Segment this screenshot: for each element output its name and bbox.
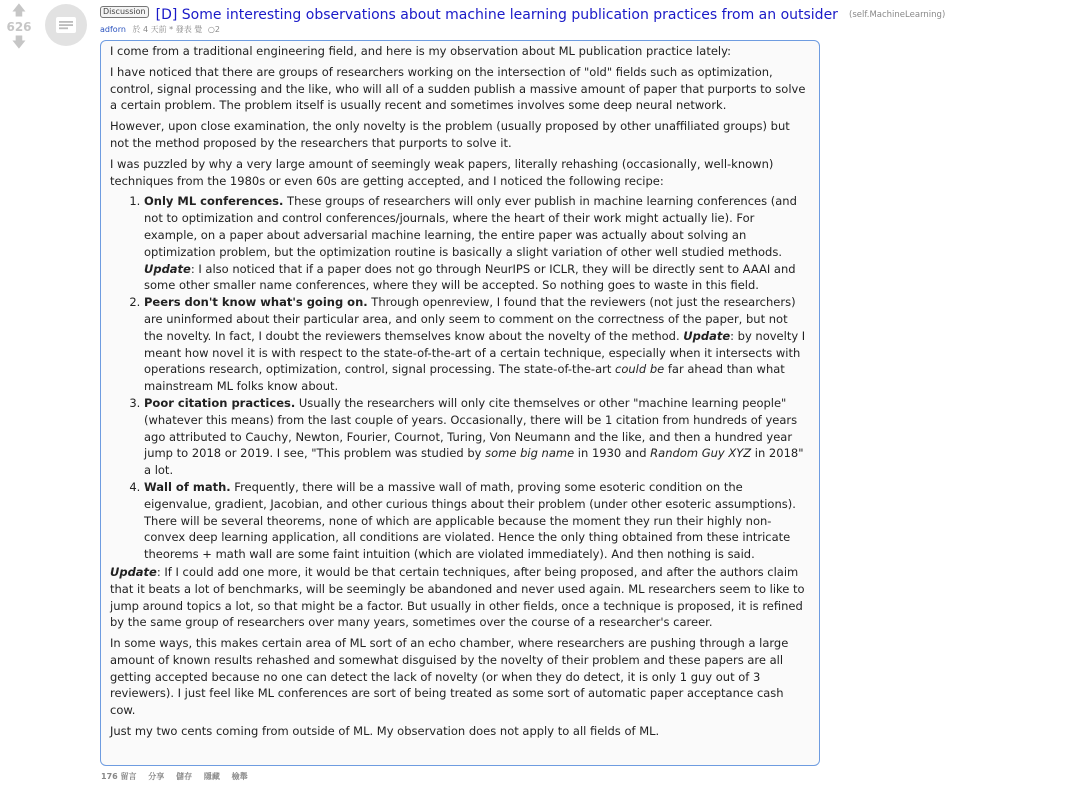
update-label: Update — [144, 261, 191, 276]
list-item — [144, 294, 809, 395]
update-label: Update — [110, 564, 157, 579]
author-link[interactable]: adforn — [100, 25, 126, 34]
share-link[interactable]: 分享 — [148, 772, 165, 781]
hide-link[interactable]: 隱藏 — [203, 772, 220, 781]
action-bar — [101, 771, 257, 782]
tagline — [100, 24, 220, 35]
paragraph-5 — [110, 564, 809, 631]
score: 626 — [6, 20, 32, 34]
emphasis: some big name — [485, 446, 575, 461]
paragraph-7: Just my two cents coming from outside of ML. My observation does not apply to all fields of ML. — [110, 724, 660, 739]
update-text: : I also noticed that if a paper does not go through NeurIPS or ICLR, they will be directly sent to AAAI and some other smaller name conferences, where they will be accepted. So nothing goes to waste in this field. — [144, 261, 796, 293]
arrow-up-icon[interactable]: 🡅 — [11, 3, 27, 19]
item-text: Usually the researchers will only cite themselves or other "machine learning people" (whatever this means) from the last couple of years. Occasionally, there will be 1 citation from hundreds of years ago attributed to Cauchy, Newton, Fourier, Cournot, Turing, Von Neumann and the like, and then a hundred year jump to 2018 or 2019. I see, "This problem was studied by — [144, 395, 798, 461]
list-item — [144, 193, 809, 294]
self-post-icon — [56, 17, 76, 33]
update-label: Update — [683, 328, 731, 343]
arrow-down-icon[interactable]: 🡇 — [11, 35, 27, 51]
paragraph-6: In some ways, this makes certain area of ML sort of an echo chamber, where researchers are pushing through a large amount of known results rehashed and somewhat disguised by the novelty of their problem and these papers are all getting accepted because no one can detect the lack of novelty (or when they do detect, it is only 1 guy out of 3 reviewers). I just feel like ML conferences are sort of being treated as some sort of automatic paper acceptance cash cow. — [110, 636, 789, 718]
post-title[interactable]: [D] Some interesting observations about machine learning publication practices from an outsider — [155, 7, 838, 23]
paragraph-2: I have noticed that there are groups of researchers working on the intersection of "old" fields such as optimization, control, signal processing and the like, who will all of a sudden publish a massive amount of paper that purports to solve a certain problem. The problem itself is usually recent and sometimes involves some deep neural network. — [110, 64, 806, 113]
vote-column — [6, 4, 32, 50]
post-time: 於 4 天前 * 發表 覺 — [132, 25, 203, 34]
item-text: These groups of researchers will only ever publish in machine learning conferences (and not to optimization and control conferences/journals, where the heart of their work might actually lie). For example, on a paper about adversarial machine learning, the entire paper was actually about solving an optimization problem, but the optimization routine is basically a slight variation of other well studied methods. — [144, 194, 797, 259]
recipe-list — [110, 193, 809, 563]
item-text: Through openreview, I found that the reviewers (not just the researchers) are uninformed about their particular area, and only seem to comment on the correctness of the paper, but not the novelty. In fact, I doubt the reviewers themselves know about the novelty of the method. — [144, 295, 796, 343]
emphasis: Random Guy XYZ — [650, 446, 752, 461]
flair-badge: Discussion — [100, 6, 149, 18]
item-heading: Only ML conferences. — [144, 194, 284, 209]
update-text: : by novelty I meant how novel it is with respect to the state-of-the-art of a certain technique, especially when it intersects with operations research, optimization, control, signal processing. The state-of-the-art — [144, 328, 806, 377]
paragraph-1: I come from a traditional engineering field, and here is my observation about ML publication practice lately: — [110, 44, 731, 58]
report-link[interactable]: 檢舉 — [231, 772, 248, 781]
list-item — [144, 479, 809, 563]
update-tail: far ahead than what mainstream ML folks know about. — [144, 362, 785, 394]
post-body — [100, 40, 820, 766]
update-text: : If I could add one more, it would be that certain techniques, after being proposed, and after the authors claim that it beats a lot of benchmarks, will be seemingly be abandoned and never used again. ML researchers seem to like to jump around topics a lot, so that might be a factor. But usually in other fields, once a technique is proposed, it is refined by the same group of researchers over many years, sometimes over the course of a researcher's career. — [110, 564, 805, 630]
item-text-tail: in 2018" a lot. — [144, 446, 804, 478]
item-text: Frequently, there will be a massive wall of math, proving some esoteric condition on the eigenvalue, gradient, Jacobian, and other curious things about their problem (under other esoteric assumptions). There will be several theorems, none of which are applicable because the moment they run their highly non-convex deep learning application, all conditions are violated. Hence the only thing obtained from these intricate theorems + math wall are some faint intuition (which are violated immediately). And then nothing is said. — [144, 479, 796, 562]
item-heading: Peers don't know what's going on. — [144, 295, 368, 310]
paragraph-3: However, upon close examination, the only novelty is the problem (usually proposed by other unaffiliated groups) but not the method proposed by the researchers that purports to solve it. — [110, 119, 790, 150]
item-text-mid: in 1930 and — [574, 446, 651, 461]
list-item — [144, 395, 809, 479]
post-domain[interactable]: (self.MachineLearning) — [849, 10, 946, 20]
comment-badge: 2 — [214, 25, 220, 34]
comments-link[interactable]: 176 留言 — [101, 772, 137, 781]
comment-bubble-icon: ○ — [207, 25, 215, 34]
title-line — [100, 4, 945, 23]
item-heading: Wall of math. — [144, 479, 231, 494]
paragraph-4: I was puzzled by why a very large amount of seemingly weak papers, literally rehashing (occasionally, well-known) techniques from the 1980s or even 60s are getting accepted, and I noticed the following recipe: — [110, 156, 774, 188]
save-link[interactable]: 儲存 — [176, 772, 193, 781]
emphasis: could be — [615, 362, 665, 377]
item-heading: Poor citation practices. — [144, 395, 296, 410]
post-thumbnail[interactable] — [45, 4, 87, 46]
